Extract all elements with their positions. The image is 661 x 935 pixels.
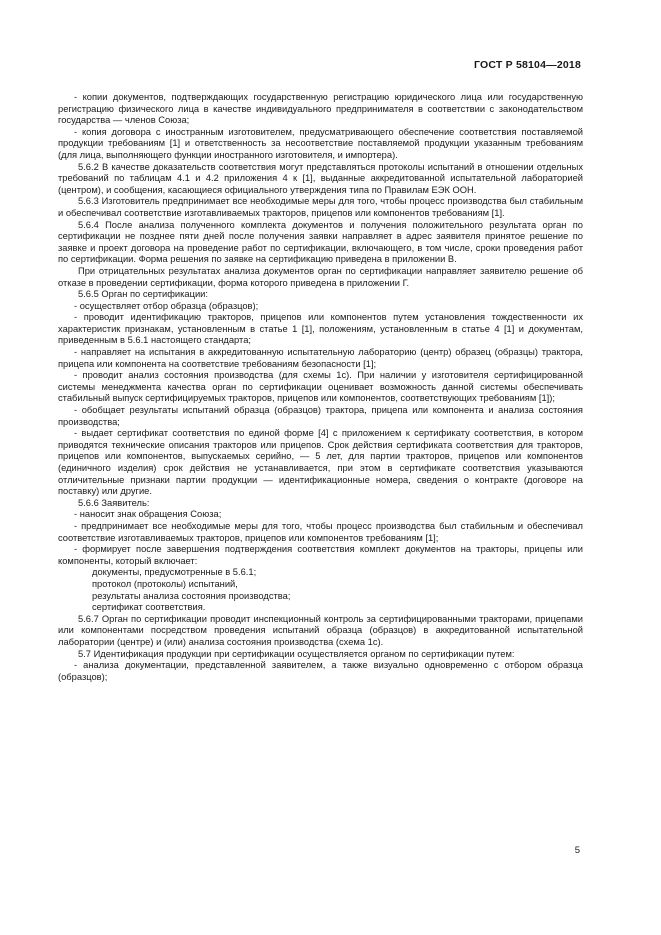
- sub-list-item: протокол (протоколы) испытаний,: [92, 578, 238, 589]
- list-item: - направляет на испытания в аккредитованную испытательную лабораторию (центр) образец (образцы) трактора, прицепа или компонента на соответствие требованиям безопасности [1];: [58, 347, 583, 369]
- clause-paragraph: 5.7 Идентификация продукции при сертификации осуществляется органом по сертификации путем:: [78, 648, 515, 659]
- list-item: - анализа документации, представленной заявителем, а также визуально одновременно с отбором образца (образцов);: [58, 660, 583, 682]
- list-item: - формирует после завершения подтверждения соответствия комплект документов на тракторы, прицепы или компоненты, который включает:: [58, 544, 583, 566]
- clause-paragraph: 5.6.6 Заявитель:: [78, 497, 150, 508]
- clause-paragraph: 5.6.4 После анализа полученного комплекта документов и получения положительного результата орган по сертификации не позднее пяти дней после получения заявки направляет в адрес заявителя принятое решение по заявке и проект договора на проведение работ по сертификации, включающего, в том числе, сроки проведения работ по сертификации. Форма решения по заявке на сертификацию приведена в приложении В.: [58, 219, 583, 265]
- sub-list-item: документы, предусмотренные в 5.6.1;: [92, 567, 257, 578]
- list-item: - наносит знак обращения Союза;: [74, 509, 222, 520]
- standard-number-header: ГОСТ Р 58104—2018: [473, 59, 581, 71]
- document-body: [58, 92, 583, 683]
- list-item: - предпринимает все необходимые меры для того, чтобы процесс производства был стабильным и обеспечивал соответствие изготавливаемых тракторов, прицепов или компонентов требованиям [1];: [58, 520, 583, 543]
- list-item: - выдает сертификат соответствия по единой форме [4] с приложением к сертификату соответствия, в котором приводятся технические описания тракторов или прицепов. Срок действия сертификата соответствия для тракторов, прицепов или компонентов, выпускаемых серийно, — 5 лет, для партии тракторов, прицепов или компонентов (единичного изделия) срок действия не устанавливается, при этом в сертификате соответствия указываются отличительные признаки партии продукции — идентификационные номера, сведения о контракте (договоре на поставку) или другие.: [58, 428, 583, 497]
- list-item: - проводит анализ состояния производства (для схемы 1с). При наличии у изготовителя сертифицированной системы менеджмента качества орган по сертификации оценивает возможность данной системы обеспечивать стабильный выпуск сертифицируемых тракторов, прицепов или компонентов, соответствующих требованиям [1]);: [58, 370, 583, 404]
- sub-list-item: сертификат соответствия.: [92, 602, 206, 613]
- list-item: - проводит идентификацию тракторов, прицепов или компонентов путем установления тождественности их характеристик признакам, установленным в статье 1 [1], положениям, установленным в статье 4 [1] и документам, приведенным в 5.6.1 настоящего стандарта;: [58, 312, 583, 346]
- clause-paragraph: 5.6.5 Орган по сертификации:: [78, 289, 208, 300]
- page-number: 5: [574, 845, 580, 856]
- list-item: - копии документов, подтверждающих государственную регистрацию юридического лица или государственную регистрацию физического лица в качестве индивидуального предпринимателя в соответствии с законодательством государства — членов Союза;: [58, 92, 583, 126]
- clause-paragraph: 5.6.3 Изготовитель предпринимает все необходимые меры для того, чтобы процесс производства был стабильным и обеспечивал соответствие изготавливаемых тракторов, прицепов или компонентов требованиям [1].: [58, 196, 583, 218]
- sub-list-item: результаты анализа состояния производства;: [92, 590, 291, 601]
- clause-paragraph: 5.6.2 В качестве доказательств соответствия могут представляться протоколы испытаний в отношении отдельных требований по таблицам 4.1 и 4.2 приложения 4 к [1], выданные аккредитованной испытательной лабораторией (центром), и сообщения, касающиеся официального утверждения типа по Правилам ЕЭК ООН.: [58, 161, 583, 195]
- list-item: - осуществляет отбор образца (образцов);: [74, 300, 259, 311]
- clause-paragraph: 5.6.7 Орган по сертификации проводит инспекционный контроль за сертифицированными тракторами, прицепами или компонентами посредством проведения испытаний образца (образцов) в аккредитованной испытательной лаборатории (центре) и (или) анализа состояния производства (схема 1с).: [58, 613, 583, 647]
- list-item: - обобщает результаты испытаний образца (образцов) трактора, прицепа или компонента и анализа состояния производства;: [58, 405, 583, 427]
- list-item: - копия договора с иностранным изготовителем, предусматривающего обеспечение соответствия поставляемой продукции требованиям [1] и ответственность за несоответствие поставляемой продукции указанным требованиям (для лица, выполняющего функции иностранного изготовителя, и импортера).: [58, 126, 583, 160]
- clause-paragraph: При отрицательных результатах анализа документов орган по сертификации направляет заявителю решение об отказе в проведении сертификации, форма которого приведена в приложении Г.: [58, 265, 583, 288]
